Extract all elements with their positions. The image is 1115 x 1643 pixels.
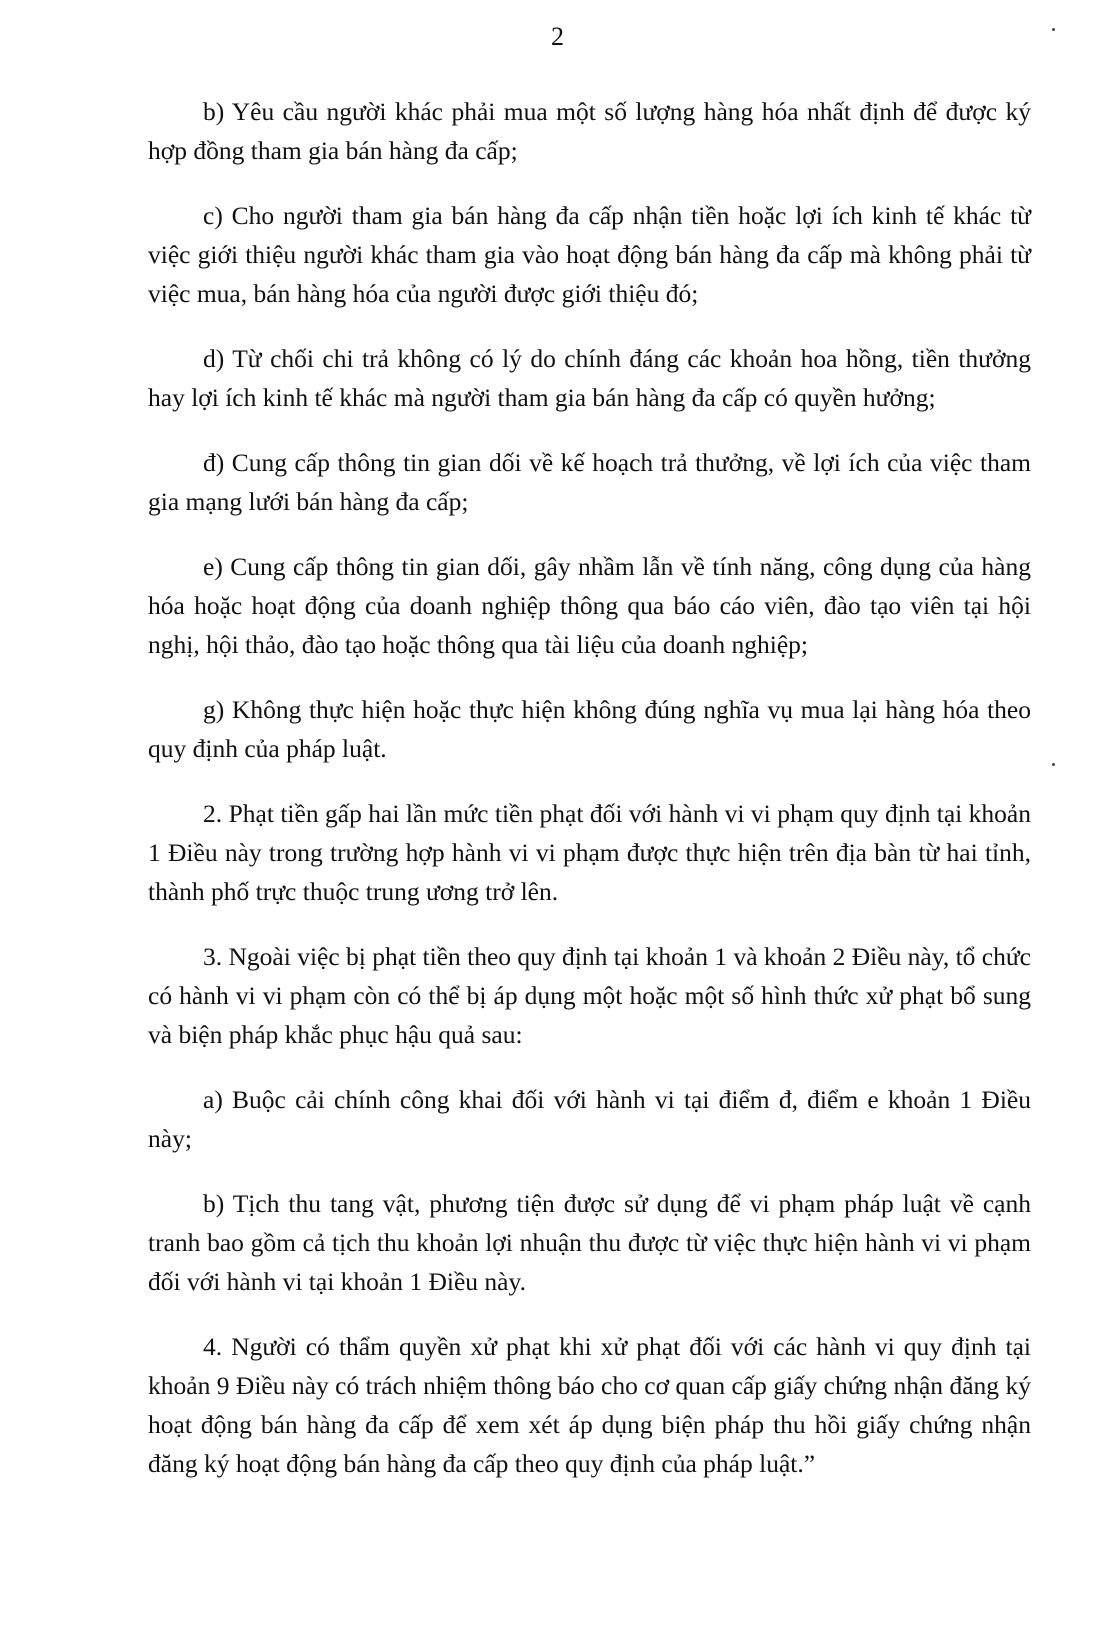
paragraph-point-e: e) Cung cấp thông tin gian dối, gây nhầm lẫn về tính năng, công dụng của hàng hóa hoặc hoạt động của doanh nghiệp thông qua báo cáo viên, đào tạo viên tại hội nghị, hội thảo, đào tạo hoặc thông qua tài liệu của doanh nghiệp; xyxy=(148,552,1031,659)
page-number: 2 xyxy=(551,22,564,51)
scan-speck xyxy=(1052,28,1055,31)
paragraph-point-b: b) Yêu cầu người khác phải mua một số lượng hàng hóa nhất định để được ký hợp đồng tham gia bán hàng đa cấp; xyxy=(148,97,1031,165)
paragraph-point-dd: đ) Cung cấp thông tin gian dối về kế hoạch trả thưởng, về lợi ích của việc tham gia mạng lưới bán hàng đa cấp; xyxy=(148,448,1031,516)
scan-speck xyxy=(1052,763,1055,766)
paragraph-clause-3-point-a: a) Buộc cải chính công khai đối với hành vi tại điểm đ, điểm e khoản 1 Điều này; xyxy=(148,1085,1031,1153)
paragraph-clause-3-point-b: b) Tịch thu tang vật, phương tiện được sử dụng để vi phạm pháp luật về cạnh tranh bao gồm cả tịch thu khoản lợi nhuận thu được từ việc thực hiện hành vi vi phạm đối với hành vi tại khoản 1 Điều này. xyxy=(148,1189,1031,1296)
paragraph-point-d: d) Từ chối chi trả không có lý do chính đáng các khoản hoa hồng, tiền thưởng hay lợi ích kinh tế khác mà người tham gia bán hàng đa cấp có quyền hưởng; xyxy=(148,344,1031,412)
paragraph-point-c: c) Cho người tham gia bán hàng đa cấp nhận tiền hoặc lợi ích kinh tế khác từ việc giới thiệu người khác tham gia vào hoạt động bán hàng đa cấp mà không phải từ việc mua, bán hàng hóa của người được giới thiệu đó; xyxy=(148,201,1031,308)
paragraph-clause-4: 4. Người có thẩm quyền xử phạt khi xử phạt đối với các hành vi quy định tại khoản 9 Điều này có trách nhiệm thông báo cho cơ quan cấp giấy chứng nhận đăng ký hoạt động bán hàng đa cấp để xem xét áp dụng biện pháp thu hồi giấy chứng nhận đăng ký hoạt động bán hàng đa cấp theo quy định của pháp luật.” xyxy=(148,1332,1031,1478)
paragraph-clause-2: 2. Phạt tiền gấp hai lần mức tiền phạt đối với hành vi vi phạm quy định tại khoản 1 Điều này trong trường hợp hành vi vi phạm được thực hiện trên địa bàn từ hai tỉnh, thành phố trực thuộc trung ương trở lên. xyxy=(148,799,1031,906)
paragraph-point-g: g) Không thực hiện hoặc thực hiện không đúng nghĩa vụ mua lại hàng hóa theo quy định của pháp luật. xyxy=(148,695,1031,763)
document-body xyxy=(148,92,1031,1509)
paragraph-clause-3: 3. Ngoài việc bị phạt tiền theo quy định tại khoản 1 và khoản 2 Điều này, tổ chức có hành vi vi phạm còn có thể bị áp dụng một hoặc một số hình thức xử phạt bổ sung và biện pháp khắc phục hậu quả sau: xyxy=(148,942,1031,1049)
